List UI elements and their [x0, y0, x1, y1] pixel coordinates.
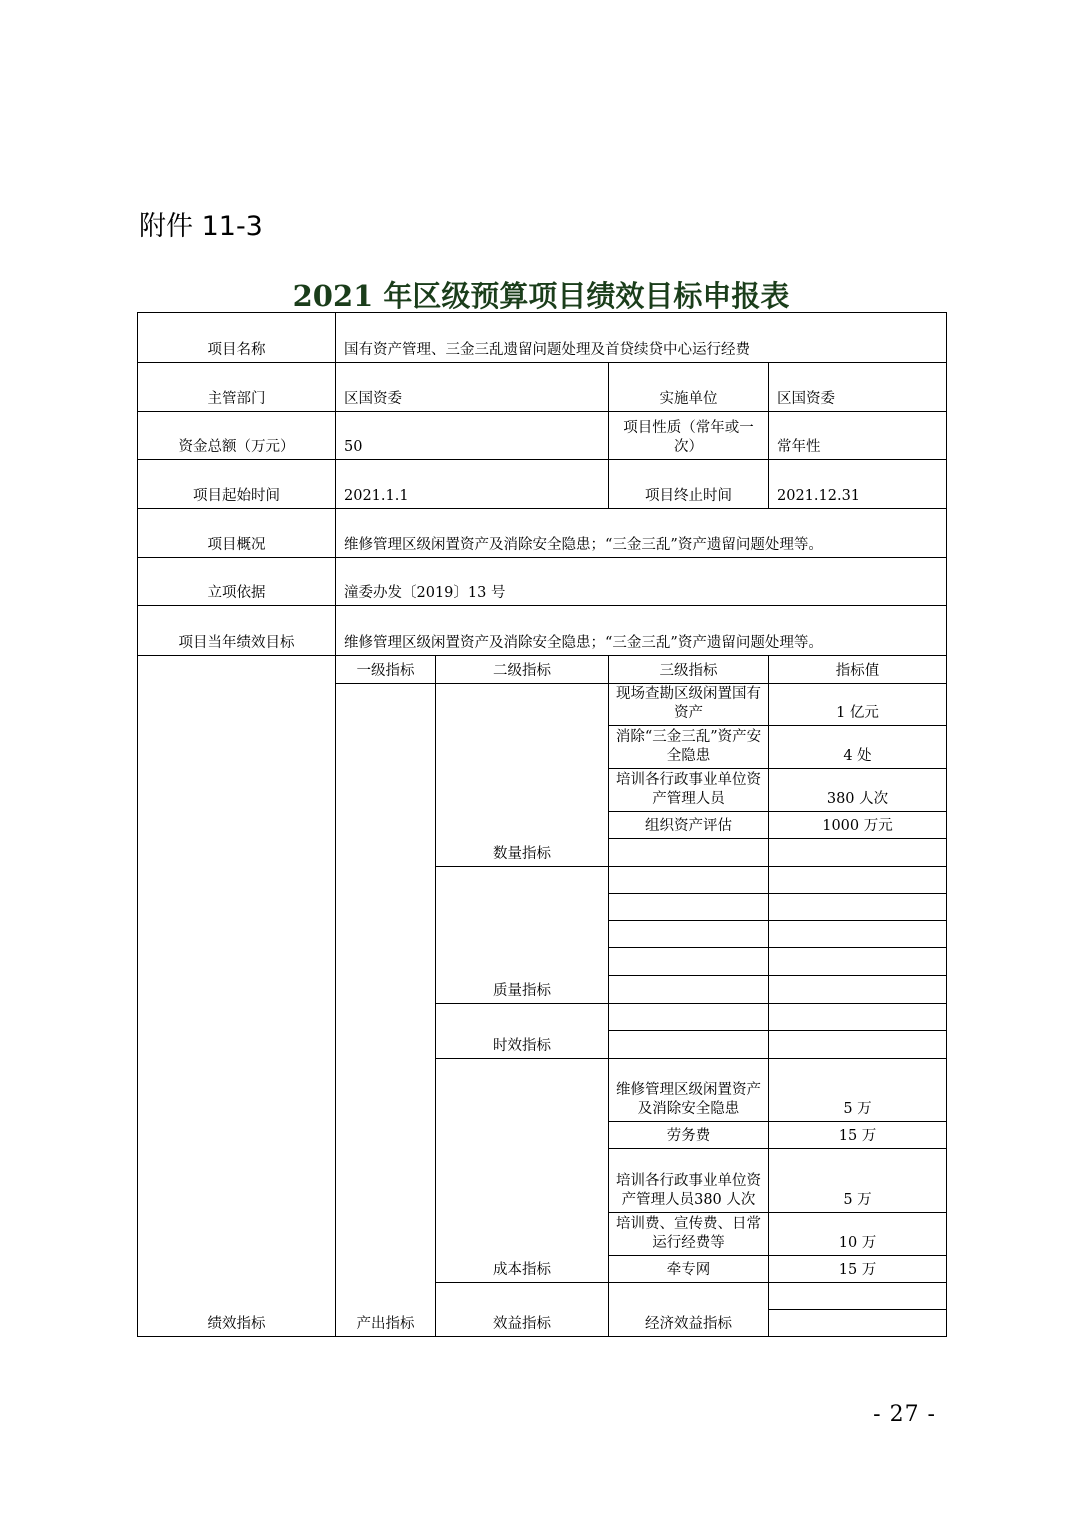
empty-cell: [609, 948, 769, 976]
overview-value: 维修管理区级闲置资产及消除安全隐患；“三金三乱”资产遗留问题处理等。: [336, 509, 947, 558]
basis-value: 潼委办发〔2019〕13 号: [336, 558, 947, 606]
attachment-label: 附件 11-3: [139, 211, 263, 242]
table-row-value: 5 万: [769, 1059, 947, 1122]
table-row-level3: 牵专网: [609, 1256, 769, 1283]
empty-cell: [769, 839, 947, 867]
empty-cell: [609, 839, 769, 867]
empty-cell: [769, 894, 947, 921]
nature-value: 常年性: [769, 412, 947, 460]
empty-cell: [769, 1031, 947, 1059]
nature-label: 项目性质（常年或一次）: [609, 412, 769, 460]
table-row-value: 380 人次: [769, 769, 947, 812]
table-row-value: 15 万: [769, 1122, 947, 1149]
empty-cell: [769, 1283, 947, 1310]
timeliness-indicator-label: 时效指标: [436, 1004, 609, 1059]
empty-cell: [769, 1004, 947, 1031]
dept-label: 主管部门: [138, 363, 336, 412]
table-row-value: 5 万: [769, 1149, 947, 1213]
project-name-value: 国有资产管理、三金三乱遗留问题处理及首贷续贷中心运行经费: [336, 313, 947, 363]
table-row-value: 10 万: [769, 1213, 947, 1256]
benefit-indicator-label: 效益指标: [436, 1283, 609, 1337]
output-indicator-label: 产出指标: [336, 684, 436, 1337]
table-row-level3: 维修管理区级闲置资产及消除安全隐患: [609, 1059, 769, 1122]
empty-cell: [769, 867, 947, 894]
quantity-indicator-label: 数量指标: [436, 684, 609, 867]
impl-label: 实施单位: [609, 363, 769, 412]
table-row-level3: 培训费、宣传费、日常运行经费等: [609, 1213, 769, 1256]
table-row-level3: 培训各行政事业单位资产管理人员: [609, 769, 769, 812]
start-label: 项目起始时间: [138, 460, 336, 509]
empty-cell: [609, 1031, 769, 1059]
form-title: 2021 年区级预算项目绩效目标申报表: [292, 279, 790, 313]
project-name-label: 项目名称: [138, 313, 336, 363]
performance-indicator-label: 绩效指标: [138, 656, 336, 1337]
economic-indicator-label: 经济效益指标: [609, 1283, 769, 1337]
impl-value: 区国资委: [769, 363, 947, 412]
empty-cell: [769, 921, 947, 948]
empty-cell: [769, 976, 947, 1004]
header-level3: 三级指标: [609, 656, 769, 684]
performance-form-table: [137, 312, 947, 1337]
empty-cell: [769, 948, 947, 976]
empty-cell: [609, 976, 769, 1004]
table-row-level3: 培训各行政事业单位资产管理人员380 人次: [609, 1149, 769, 1213]
cost-indicator-label: 成本指标: [436, 1059, 609, 1283]
header-level2: 二级指标: [436, 656, 609, 684]
table-row-level3: 劳务费: [609, 1122, 769, 1149]
table-row-level3: 现场查勘区级闲置国有资产: [609, 684, 769, 726]
end-value: 2021.12.31: [769, 460, 947, 509]
empty-cell: [609, 867, 769, 894]
start-value: 2021.1.1: [336, 460, 609, 509]
table-row-level3: 消除“三金三乱”资产安全隐患: [609, 726, 769, 769]
page-number: - 27 -: [873, 1402, 936, 1427]
empty-cell: [609, 1004, 769, 1031]
table-row-value: 4 处: [769, 726, 947, 769]
empty-cell: [609, 894, 769, 921]
end-label: 项目终止时间: [609, 460, 769, 509]
table-row-level3: 组织资产评估: [609, 812, 769, 839]
overview-label: 项目概况: [138, 509, 336, 558]
table-row-value: 15 万: [769, 1256, 947, 1283]
empty-cell: [769, 1310, 947, 1337]
dept-value: 区国资委: [336, 363, 609, 412]
empty-cell: [609, 921, 769, 948]
funds-value: 50: [336, 412, 609, 460]
table-row-value: 1 亿元: [769, 684, 947, 726]
goal-value: 维修管理区级闲置资产及消除安全隐患；“三金三乱”资产遗留问题处理等。: [336, 606, 947, 656]
quality-indicator-label: 质量指标: [436, 867, 609, 1004]
funds-label: 资金总额（万元）: [138, 412, 336, 460]
header-value: 指标值: [769, 656, 947, 684]
basis-label: 立项依据: [138, 558, 336, 606]
goal-label: 项目当年绩效目标: [138, 606, 336, 656]
table-row-value: 1000 万元: [769, 812, 947, 839]
header-level1: 一级指标: [336, 656, 436, 684]
